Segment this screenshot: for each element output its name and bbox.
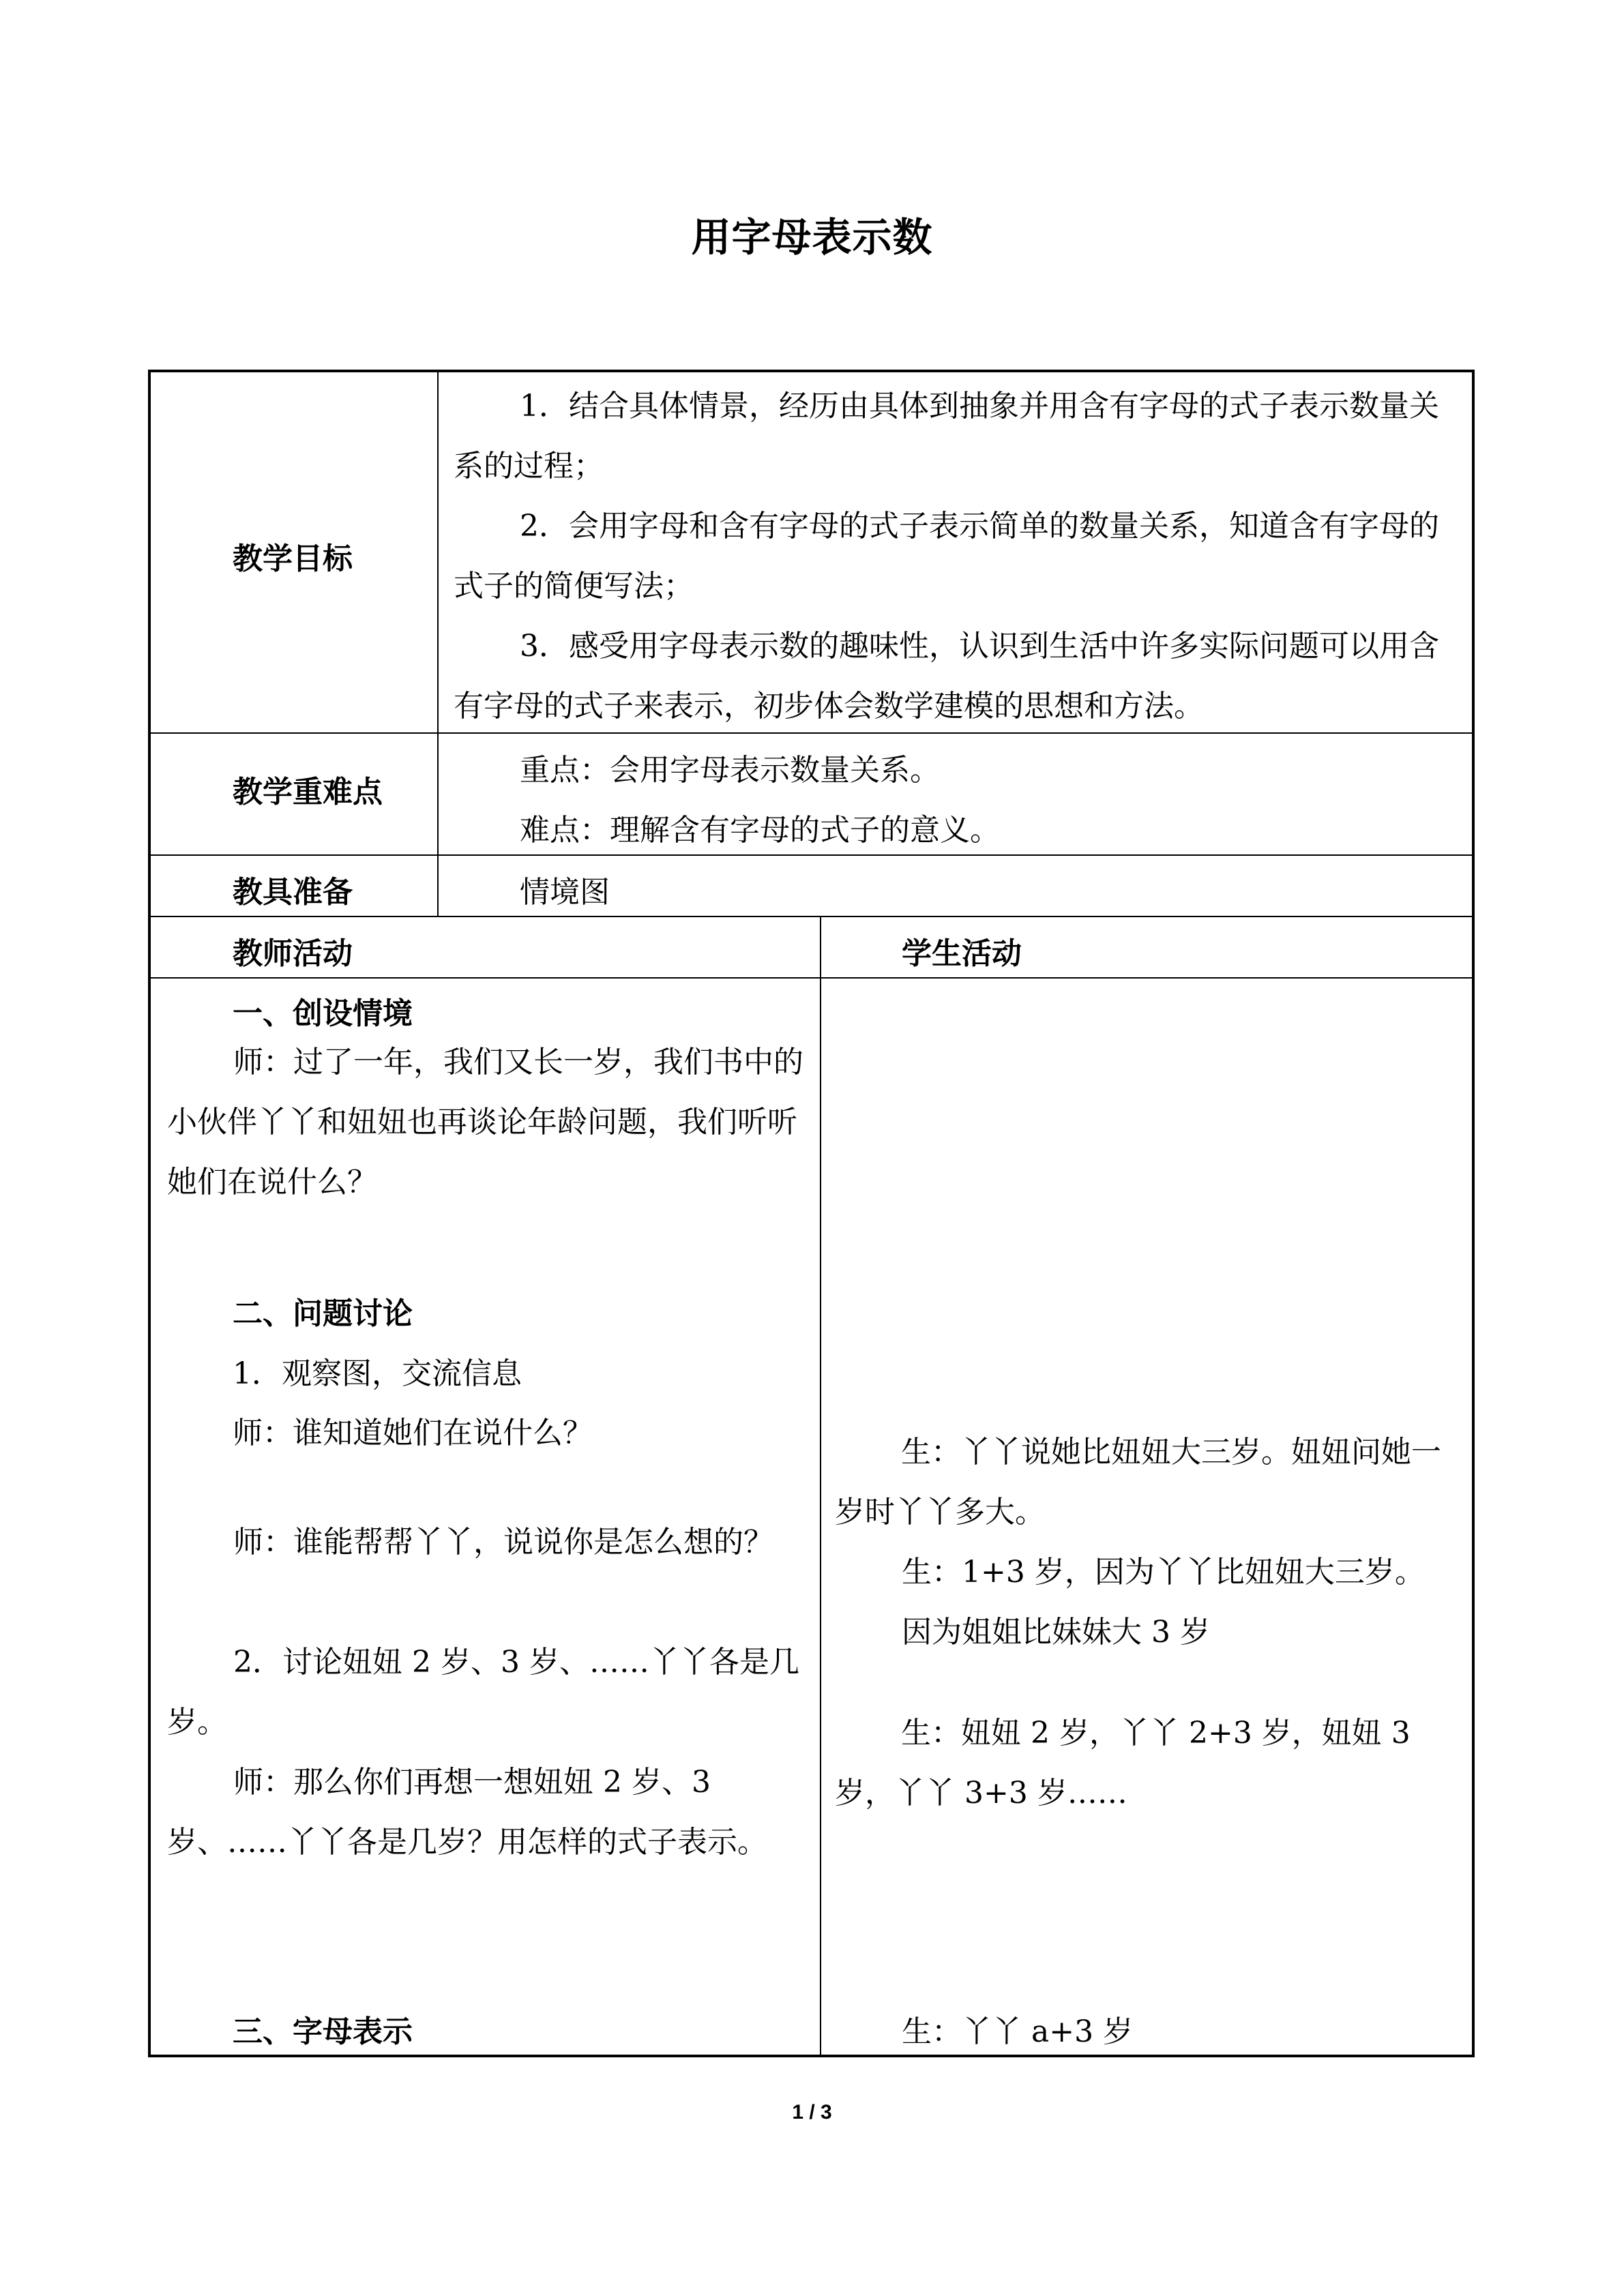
difficulty-point: 难点：理解含有字母的式子的意义。: [520, 813, 1000, 848]
row-divider-materials: [151, 916, 1475, 917]
section-heading-intro: 一、创设情境: [233, 996, 413, 1031]
teacher-question-3: 师：那么你们再想一想妞妞 2 岁、3 岁、……丫丫各是几岁？用怎样的式子表示。: [167, 1765, 767, 1860]
teacher-step-2: 2．讨论妞妞 2 岁、3 岁、……丫丫各是几岁。: [167, 1645, 799, 1740]
teacher-intro-text: 师：过了一年，我们又长一岁，我们书中的小伙伴丫丫和妞妞也再谈论年龄问题，我们听听她们在说什么？: [167, 1045, 803, 1199]
lesson-plan-table: [148, 370, 1475, 2057]
materials-label: 教具准备: [233, 875, 353, 910]
teacher-step-1: 1．观察图，交流信息: [233, 1356, 522, 1391]
column-divider-label: [437, 372, 439, 916]
objectives-label: 教学目标: [233, 541, 353, 576]
focus-point: 重点：会用字母表示数量关系。: [520, 753, 940, 788]
objective-item: 2．会用字母和含有字母的式子表示简单的数量关系，知道含有字母的式子的简便写法；: [454, 509, 1439, 603]
objectives-list: [454, 376, 1449, 736]
row-divider-activity-header: [151, 977, 1475, 979]
section-heading-letters: 三、字母表示: [233, 2014, 413, 2049]
key-points-label: 教学重难点: [233, 775, 383, 809]
objective-item: 3．感受用字母表示数的趣味性，认识到生活中许多实际问题可以用含有字母的式子来表示，初步体会数学建模的思想和方法。: [454, 629, 1439, 724]
student-answer-2: 生：1+3 岁，因为丫丫比妞妞大三岁。: [902, 1555, 1425, 1590]
page-indicator: 1 / 3: [792, 2101, 832, 2123]
teacher-activity-header: 教师活动: [233, 936, 353, 971]
student-answer-1: 生：丫丫说她比妞妞大三岁。妞妞问她一岁时丫丫多大。: [835, 1435, 1441, 1530]
student-answer-4: 生：妞妞 2 岁，丫丫 2+3 岁，妞妞 3 岁，丫丫 3+3 岁……: [835, 1716, 1411, 1810]
student-activity-header: 学生活动: [902, 936, 1022, 971]
column-divider-activities: [820, 916, 821, 2057]
student-answer-5: 生：丫丫 a+3 岁: [902, 2014, 1134, 2049]
objective-item: 1．结合具体情景，经历由具体到抽象并用含有字母的式子表示数量关系的过程；: [454, 389, 1439, 483]
student-answer-3: 因为姐姐比妹妹大 3 岁: [902, 1615, 1210, 1650]
teacher-question-1: 师：谁知道她们在说什么？: [233, 1416, 593, 1450]
row-divider-keypoints: [151, 854, 1475, 856]
teacher-question-2: 师：谁能帮帮丫丫，说说你是怎么想的？: [233, 1525, 773, 1560]
materials-value: 情境图: [520, 875, 610, 910]
section-heading-discussion: 二、问题讨论: [233, 1296, 413, 1331]
page-title: 用字母表示数: [691, 214, 933, 260]
